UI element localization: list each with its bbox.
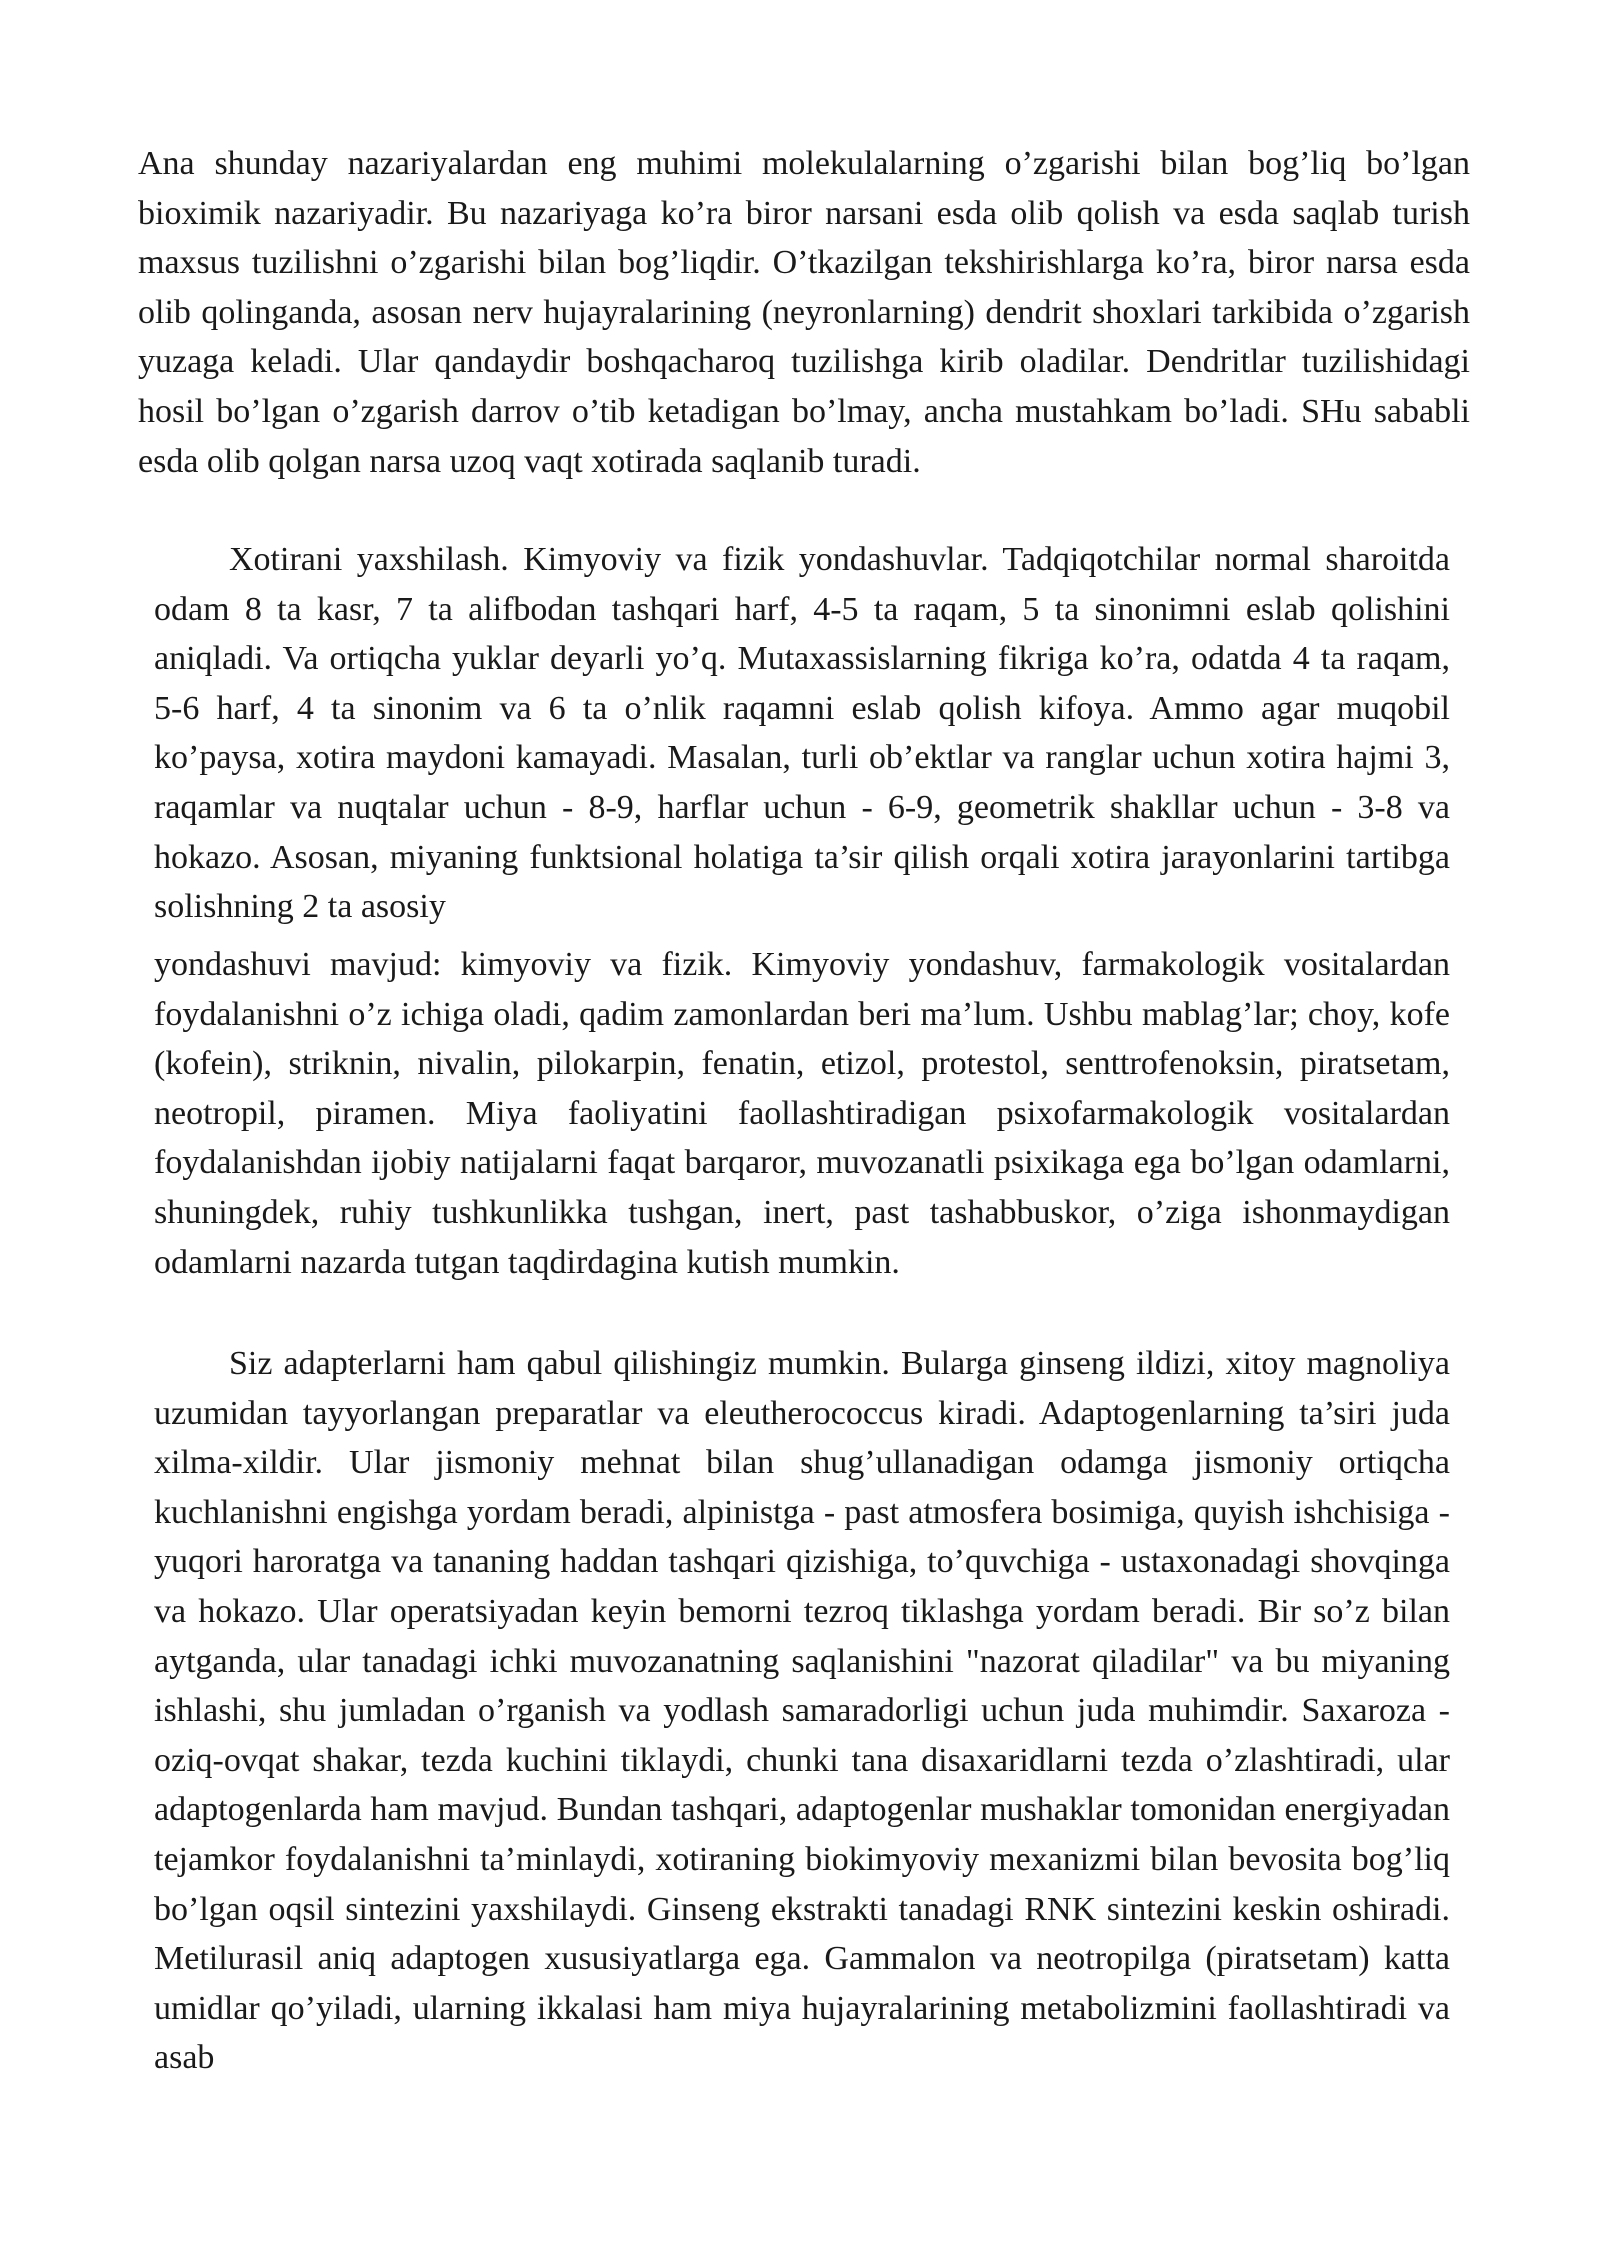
paragraph-biochemical-theory: Ana shunday nazariyalardan eng muhimi molekulalarning o’zgarishi bilan bog’liq bo’lgan bioximik nazariyadir. Bu nazariyaga ko’ra biror narsani esda olib qolish va esda saqlab turish maxsus tuzilishni o’zgarishi bilan bog’liqdir. O’tkazilgan tekshirishlarga ko’ra, biror narsa esda olib qolinganda, asosan nerv hujayralarining (neyronlarning) dendrit shoxlari tarkibida o’zgarish yuzaga keladi. Ular qandaydir boshqacharoq tuzilishga kirib oladilar. Dendritlar tuzilishidagi hosil bo’lgan o’zgarish darrov o’tib ketadigan bo’lmay, ancha mustahkam bo’ladi. SHu sababli esda olib qolgan narsa uzoq vaqt xotirada saqlanib turadi.: [138, 145, 1470, 480]
paragraph-memory-improvement: Xotirani yaxshilash. Kimyoviy va fizik yondashuvlar. Tadqiqotchilar normal sharoitda odam 8 ta kasr, 7 ta alifbodan tashqari harf, 4-5 ta raqam, 5 ta sinonimni eslab qolishini aniqladi. Va ortiqcha yuklar deyarli yo’q. Mutaxassislarning fikriga ko’ra, odatda 4 ta raqam, 5-6 harf, 4 ta sinonim va 6 ta o’nlik raqamni eslab qolish kifoya. Ammo agar muqobil ko’paysa, xotira maydoni kamayadi. Masalan, turli ob’ektlar va ranglar uchun xotira hajmi 3, raqamlar va nuqtalar uchun - 8-9, harflar uchun - 6-9, geometrik shakllar uchun - 3-8 va hokazo. Asosan, miyaning funktsional holatiga ta’sir qilish orqali xotira jarayonlarini tartibga solishning 2 ta asosiy: [154, 541, 1450, 926]
paragraph-adaptogens: Siz adapterlarni ham qabul qilishingiz mumkin. Bularga ginseng ildizi, xitoy magnoliya uzumidan tayyorlangan preparatlar va eleutherococcus kiradi. Adaptogenlarning ta’siri juda xilma-xildir. Ular jismoniy mehnat bilan shug’ullanadigan odamga jismoniy ortiqcha kuchlanishni engishga yordam beradi, alpinistga - past atmosfera bosimiga, quyish ishchisiga - yuqori haroratga va tananing haddan tashqari qizishiga, to’quvchiga - ustaxonadagi shovqinga va hokazo. Ular operatsiyadan keyin bemorni tezroq tiklashga yordam beradi. Bir so’z bilan aytganda, ular tanadagi ichki muvozanatning saqlanishini "nazorat qiladilar" va bu miyaning ishlashi, shu jumladan o’rganish va yodlash samaradorligi uchun juda muhimdir. Saxaroza - oziq-ovqat shakar, tezda kuchini tiklaydi, chunki tana disaxaridlarni tezda o’zlashtiradi, ular adaptogenlarda ham mavjud. Bundan tashqari, adaptogenlar mushaklar tomonidan energiyadan tejamkor foydalanishni ta’minlaydi, xotiraning biokimyoviy mexanizmi bilan bevosita bog’liq bo’lgan oqsil sintezini yaxshilaydi. Ginseng ekstrakti tanadagi RNK sintezini keskin oshiradi. Metilurasil aniq adaptogen xususiyatlarga ega. Gammalon va neotropilga (piratsetam) katta umidlar qo’yiladi, ularning ikkalasi ham miya hujayralarining metabolizmini faollashtiradi va asab: [154, 1345, 1450, 2077]
paragraph-chemical-approach: yondashuvi mavjud: kimyoviy va fizik. Kimyoviy yondashuv, farmakologik vositalardan foydalanishni o’z ichiga oladi, qadim zamonlardan beri ma’lum. Ushbu mablag’lar; choy, kofe (kofein), striknin, nivalin, pilokarpin, fenatin, etizol, protestol, senttrofenoksin, piratsetam, neotropil, piramen. Miya faoliyatini faollashtiradigan psixofarmakologik vositalardan foydalanishdan ijobiy natijalarni faqat barqaror, muvozanatli psixikaga ega bo’lgan odamlarni, shuningdek, ruhiy tushkunlikka tushgan, inert, past tashabbuskor, o’ziga ishonmaydigan odamlarni nazarda tutgan taqdirdagina kutish mumkin.: [154, 946, 1450, 1281]
